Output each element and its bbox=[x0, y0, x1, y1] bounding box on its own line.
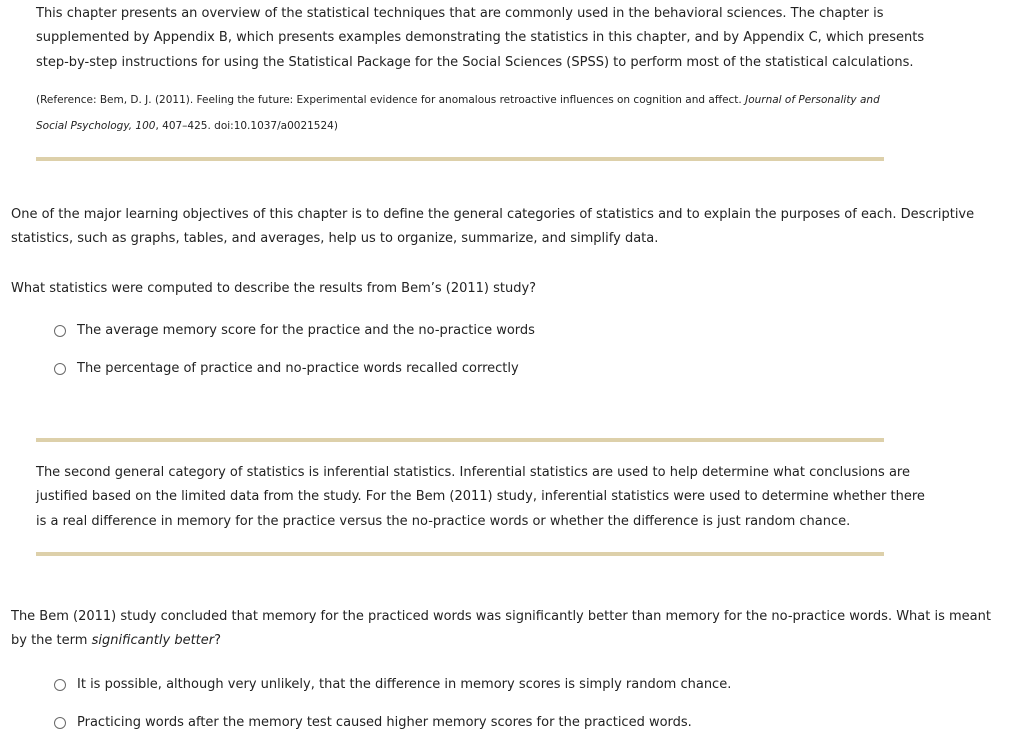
inferential-line: justified based on the limited data from the study. For the Bem (2011) study, inferential statistics were used to determine whether there bbox=[36, 489, 925, 505]
intro-line: step-by-step instructions for using the Statistical Package for the Social Sciences (SPSS) to perform most of the statistical calculations. bbox=[36, 54, 914, 70]
reference-line-1: (Reference: Bem, D. J. (2011). Feeling the future: Experimental evidence for anomalous retroactive influences on cognition and affect. Journal of Personality and bbox=[36, 94, 880, 106]
journal-title: Journal of Personality and bbox=[745, 94, 880, 106]
divider bbox=[36, 157, 884, 161]
option-label: The percentage of practice and no-practice words recalled correctly bbox=[77, 361, 519, 376]
question-2-option-2[interactable] bbox=[54, 715, 692, 730]
option-label: It is possible, although very unlikely, that the difference in memory scores is simply random chance. bbox=[77, 677, 732, 692]
intro-line: supplemented by Appendix B, which presents examples demonstrating the statistics in this chapter, and by Appendix C, which presents bbox=[36, 30, 925, 46]
divider bbox=[36, 438, 884, 442]
question-2-line-1: The Bem (2011) study concluded that memory for the practiced words was significantly better than memory for the no-practice words. What is meant bbox=[11, 609, 991, 624]
inferential-line: is a real difference in memory for the practice versus the no-practice words or whether the difference is just random chance. bbox=[36, 513, 851, 529]
radio-button[interactable] bbox=[54, 325, 66, 337]
question-2-option-1[interactable] bbox=[54, 677, 731, 692]
option-label: The average memory score for the practice and the no-practice words bbox=[77, 323, 535, 338]
option-label: Practicing words after the memory test caused higher memory scores for the practiced words. bbox=[77, 715, 692, 730]
inferential-line: The second general category of statistics is inferential statistics. Inferential statistics are used to help determine what conclusions are bbox=[36, 465, 910, 480]
question-2-line-2: by the term significantly better? bbox=[11, 633, 222, 649]
question-1-option-1[interactable] bbox=[54, 323, 535, 338]
intro-paragraph bbox=[36, 2, 924, 75]
radio-button[interactable] bbox=[54, 717, 66, 729]
question-1-option-2[interactable] bbox=[54, 361, 519, 376]
divider bbox=[36, 552, 884, 556]
descriptive-line: One of the major learning objectives of this chapter is to define the general categories of statistics and to explain the purposes of each. Descriptive bbox=[11, 207, 975, 222]
inferential-paragraph bbox=[36, 461, 925, 534]
emphasized-term: significantly better bbox=[91, 633, 215, 649]
descriptive-line: statistics, such as graphs, tables, and averages, help us to organize, summarize, and simplify data. bbox=[11, 231, 659, 247]
intro-line: This chapter presents an overview of the statistical techniques that are commonly used in the behavioral sciences. The chapter is bbox=[36, 6, 884, 21]
journal-volume: Social Psychology, 100 bbox=[36, 120, 156, 132]
question-2-text bbox=[11, 605, 991, 654]
question-1-text: What statistics were computed to describe the results from Bem’s (2011) study? bbox=[11, 281, 537, 296]
radio-button[interactable] bbox=[54, 363, 66, 375]
descriptive-paragraph bbox=[11, 203, 974, 252]
reference-citation bbox=[36, 87, 880, 139]
radio-button[interactable] bbox=[54, 679, 66, 691]
reference-line-2: Social Psychology, 100, 407–425. doi:10.1037/a0021524) bbox=[36, 120, 338, 132]
